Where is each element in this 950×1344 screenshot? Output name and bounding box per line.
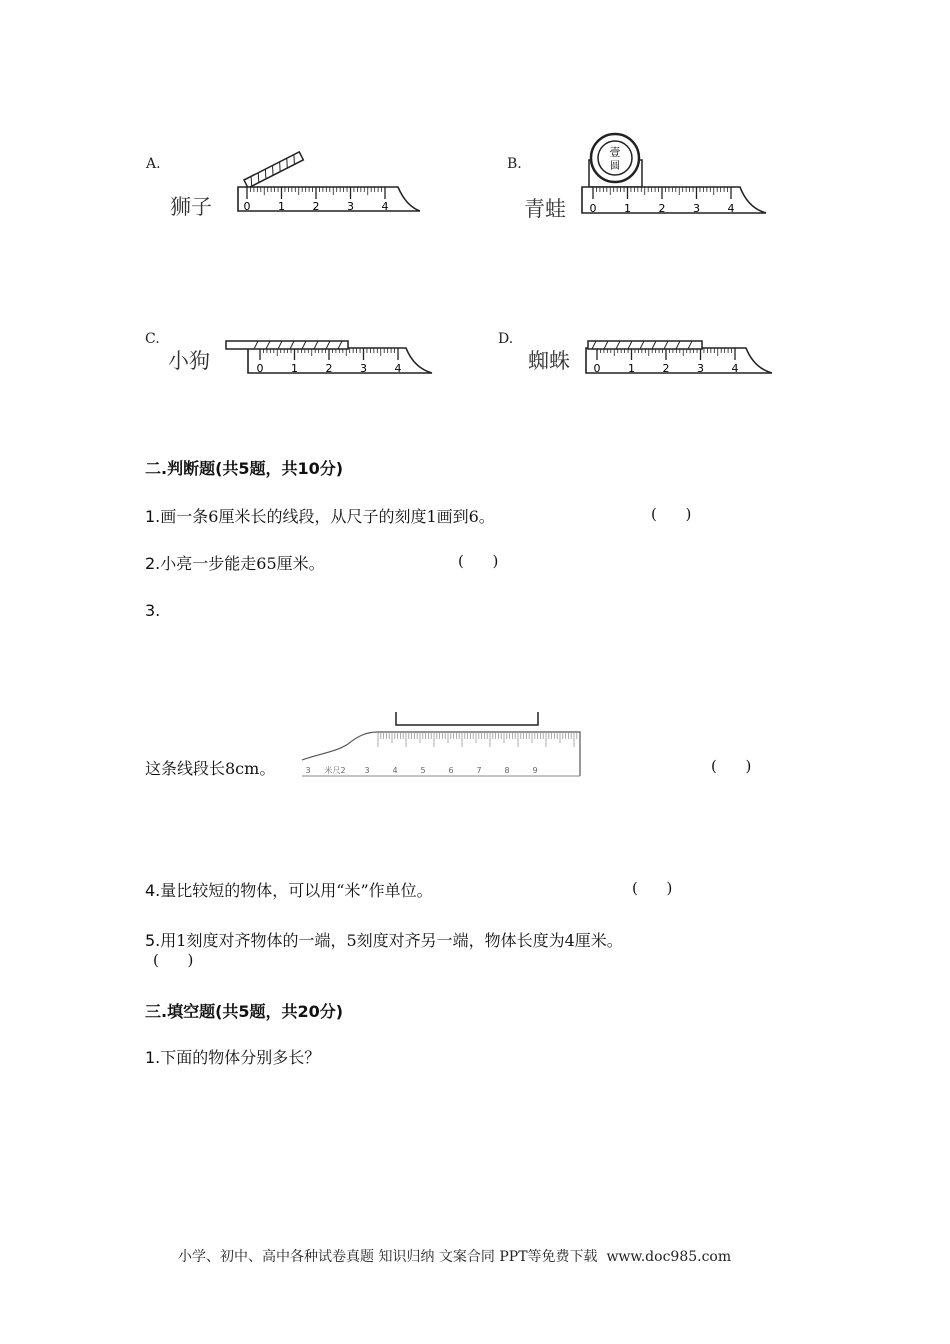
option-c-letter: C. <box>145 331 160 347</box>
question-text: 下面的物体分别多长？ <box>160 1048 321 1067</box>
ruler <box>586 348 772 375</box>
option-a-animal-label: 狮子 <box>170 195 212 219</box>
answer-blank[interactable]: ( ) <box>711 757 752 775</box>
option-d-letter: D. <box>498 331 514 347</box>
answer-blank[interactable]: ( ) <box>458 552 499 570</box>
ruler-label: 5 <box>420 766 426 775</box>
ruler-label: 1 <box>624 202 631 215</box>
option-a-ruler-figure <box>230 148 430 218</box>
footer-text: 小学、初中、高中各种试卷真题 知识归纳 文案合同 PPT等免费下载 <box>178 1249 598 1265</box>
ruler-label: 6 <box>448 766 454 775</box>
ruler-label: 8 <box>504 766 510 775</box>
option-b-letter: B. <box>507 156 522 172</box>
question-2-4 <box>145 878 433 901</box>
option-d-animal-label: 蜘蛛 <box>528 349 570 373</box>
question-2-1 <box>145 504 495 527</box>
ruler-label: 3 <box>305 766 311 775</box>
ruler-label: 0 <box>593 362 601 375</box>
question-number: 1. <box>145 507 161 526</box>
ruler-label: 4 <box>731 362 739 375</box>
footer-url[interactable]: www.doc985.com <box>606 1249 732 1265</box>
broken-ruler <box>302 732 580 776</box>
ruler-label: 0 <box>589 202 597 215</box>
ruler-label: 7 <box>476 766 482 775</box>
question-text: 用1刻度对齐物体的一端，5刻度对齐另一端，物体长度为4厘米。 <box>160 931 623 950</box>
ruler-label: 4 <box>381 200 389 213</box>
answer-blank[interactable]: ( ) <box>651 505 692 523</box>
question-2-3 <box>145 601 160 620</box>
question-2-2 <box>145 551 325 574</box>
option-c-animal-label: 小狗 <box>168 349 210 373</box>
ruler-label: 3 <box>697 362 704 375</box>
option-c-ruler-figure <box>222 336 436 380</box>
question-text: 小亮一步能走65厘米。 <box>160 554 325 573</box>
ruler-label: 3 <box>347 200 354 213</box>
question-2-3-statement: 这条线段长8cm。 <box>145 759 276 778</box>
ruler-label: 2 <box>312 200 320 213</box>
ruler-label: 4 <box>727 202 735 215</box>
ruler-label: 2 <box>658 202 666 215</box>
answer-blank[interactable]: ( ) <box>153 951 194 969</box>
ruler-label: 0 <box>243 200 251 213</box>
section2-heading: 二.判断题(共5题，共10分) <box>145 459 344 478</box>
answer-blank[interactable]: ( ) <box>632 879 673 897</box>
spider-stick <box>588 341 702 349</box>
question-3-1 <box>145 1045 320 1068</box>
ruler-label: 1 <box>628 362 635 375</box>
question-number: 4. <box>145 881 161 900</box>
ruler-label: 0 <box>256 362 264 375</box>
ruler <box>238 187 420 213</box>
ruler-label: 米尺2 <box>324 766 346 775</box>
lion-stick <box>244 152 303 188</box>
question-number: 2. <box>145 554 161 573</box>
ruler <box>582 187 766 215</box>
question-2-5 <box>145 928 623 951</box>
coin <box>589 134 642 187</box>
ruler-label: 9 <box>532 766 538 775</box>
option-a-letter: A. <box>146 156 161 172</box>
option-b-ruler-figure <box>572 128 772 220</box>
ruler-label: 4 <box>392 766 398 775</box>
ruler <box>248 348 432 375</box>
coin-char-1: 壹 <box>609 146 621 159</box>
question-number: 3. <box>145 601 161 620</box>
section3-heading: 三.填空题(共5题，共20分) <box>145 1002 344 1021</box>
option-b-animal-label: 青蛙 <box>524 197 566 221</box>
ruler-label: 3 <box>693 202 700 215</box>
question-text: 量比较短的物体，可以用“米”作单位。 <box>160 881 433 900</box>
option-d-ruler-figure <box>580 336 776 380</box>
ruler-label: 1 <box>278 200 285 213</box>
page-footer <box>178 1246 731 1266</box>
segment-bracket <box>396 712 538 725</box>
ruler-label: 2 <box>662 362 670 375</box>
ruler-label: 3 <box>364 766 370 775</box>
question-number: 5. <box>145 931 161 950</box>
broken-ruler-figure <box>298 708 588 780</box>
ruler-label: 1 <box>291 362 298 375</box>
ruler-label: 2 <box>325 362 333 375</box>
question-text: 画一条6厘米长的线段，从尺子的刻度1画到6。 <box>160 507 495 526</box>
question-number: 1. <box>145 1048 161 1067</box>
ruler-label: 3 <box>360 362 367 375</box>
dog-stick <box>226 341 348 349</box>
coin-char-2: 圆 <box>610 161 620 172</box>
ruler-label: 4 <box>394 362 402 375</box>
